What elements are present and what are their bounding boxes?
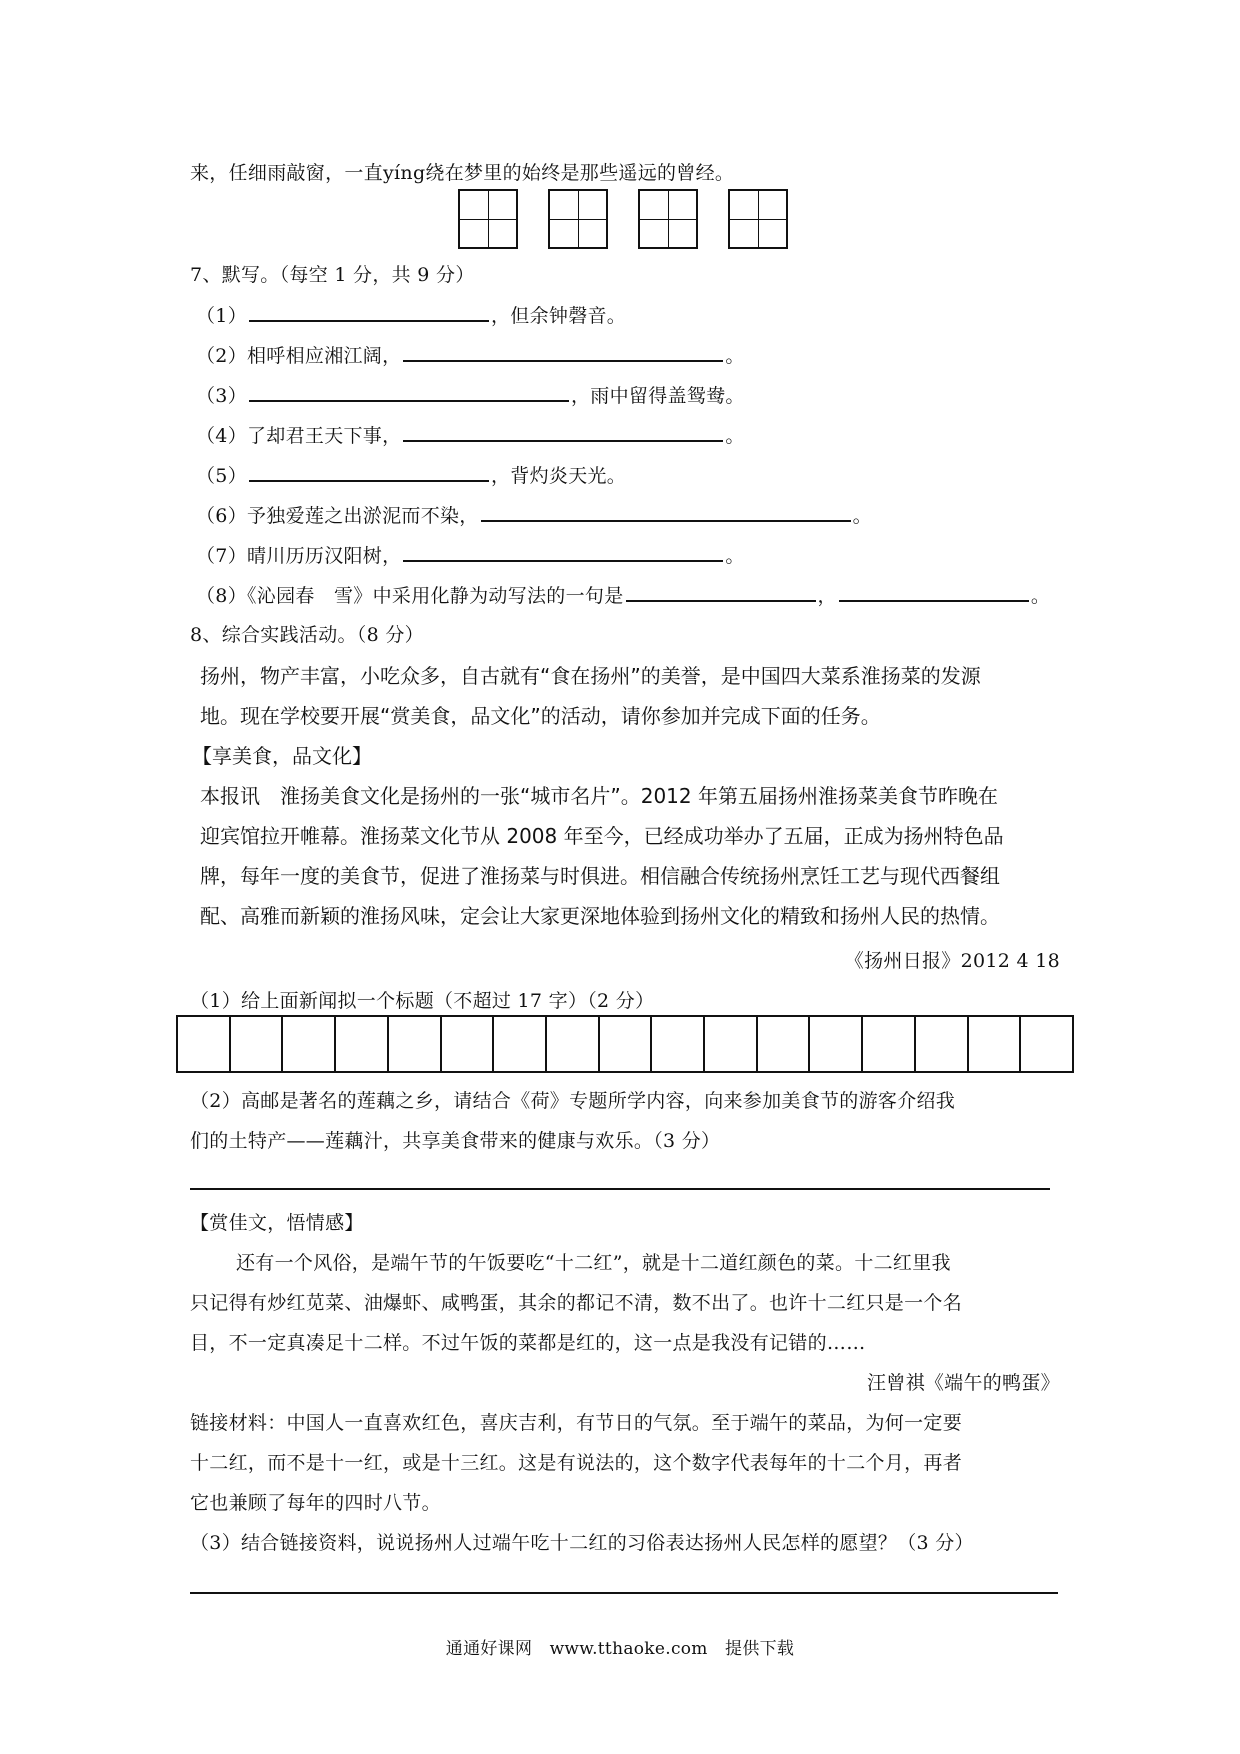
grid-cell[interactable] bbox=[1021, 1017, 1072, 1071]
grid-cell[interactable] bbox=[231, 1017, 284, 1071]
grid-cell[interactable] bbox=[758, 1017, 811, 1071]
sub-question-2: （2）高邮是著名的莲藕之乡，请结合《荷》专题所学内容，向来参加美食节的游客介绍我 bbox=[190, 1090, 956, 1112]
text-line: 来，任细雨敲窗，一直yíng绕在梦里的始终是那些遥远的曾经。 bbox=[190, 162, 735, 184]
link-material-line: 十二红，而不是十一红，或是十三红。这是有说法的，这个数字代表每年的十二个月，再者 bbox=[190, 1452, 963, 1474]
dictation-item-6: （6）予独爱莲之出淤泥而不染， 。 bbox=[196, 502, 872, 529]
answer-blank[interactable] bbox=[839, 582, 1029, 602]
intro-line: 地。现在学校要开展“赏美食，品文化”的活动，请你参加并完成下面的任务。 bbox=[200, 704, 881, 728]
intro-line: 扬州，物产丰富，小吃众多，自古就有“食在扬州”的美誉，是中国四大菜系淮扬菜的发源 bbox=[200, 664, 981, 688]
answer-blank[interactable] bbox=[403, 422, 723, 442]
grid-cell[interactable] bbox=[283, 1017, 336, 1071]
grid-cell[interactable] bbox=[863, 1017, 916, 1071]
link-material-line: 链接材料：中国人一直喜欢红色，喜庆吉利，有节日的气氛。至于端午的菜品，为何一定要 bbox=[190, 1412, 963, 1434]
question-8-title: 8、综合实践活动。（8 分） bbox=[190, 624, 424, 646]
answer-blank[interactable] bbox=[249, 302, 489, 322]
news-line: 配、高雅而新颖的淮扬风味，定会让大家更深地体验到扬州文化的精致和扬州人民的热情。 bbox=[200, 904, 1000, 928]
news-source: 《扬州日报》2012 4 18 bbox=[844, 950, 1060, 972]
news-line: 迎宾馆拉开帷幕。淮扬菜文化节从 2008 年至今，已经成功举办了五届，正成为扬州特色品 bbox=[200, 824, 1004, 848]
sub-question-3: （3）结合链接资料，说说扬州人过端午吃十二红的习俗表达扬州人民怎样的愿望？（3 分） bbox=[190, 1532, 974, 1554]
answer-blank[interactable] bbox=[626, 582, 816, 602]
dictation-item-2: （2）相呼相应湘江阔， 。 bbox=[196, 342, 745, 369]
link-material-line: 它也兼顾了每年的四时八节。 bbox=[190, 1492, 441, 1514]
question-7-title: 7、默写。（每空 1 分，共 9 分） bbox=[190, 264, 475, 286]
grid-cell[interactable] bbox=[969, 1017, 1022, 1071]
tianzige-box[interactable] bbox=[548, 189, 608, 249]
answer-blank[interactable] bbox=[403, 342, 723, 362]
news-line: 本报讯 淮扬美食文化是扬州的一张“城市名片”。2012 年第五届扬州淮扬菜美食节昨晚在 bbox=[200, 784, 998, 808]
tianzige-box[interactable] bbox=[728, 189, 788, 249]
section-heading: 【赏佳文，悟情感】 bbox=[190, 1212, 364, 1234]
grid-cell[interactable] bbox=[389, 1017, 442, 1071]
tianzige-box[interactable] bbox=[458, 189, 518, 249]
sub-question-2-cont: 们的土特产——莲藕汁，共享美食带来的健康与欢乐。（3 分） bbox=[190, 1130, 721, 1152]
grid-cell[interactable] bbox=[547, 1017, 600, 1071]
grid-cell[interactable] bbox=[494, 1017, 547, 1071]
answer-line[interactable] bbox=[190, 1592, 1058, 1594]
sub-question-1: （1）给上面新闻拟一个标题（不超过 17 字）（2 分） bbox=[190, 990, 655, 1012]
title-answer-grid[interactable] bbox=[176, 1015, 1074, 1073]
dictation-item-1: （1） ，但余钟磬音。 bbox=[196, 302, 626, 329]
excerpt-source: 汪曾祺《端午的鸭蛋》 bbox=[866, 1372, 1060, 1394]
dictation-item-3: （3） ，雨中留得盖鸳鸯。 bbox=[196, 382, 745, 409]
grid-cell[interactable] bbox=[916, 1017, 969, 1071]
excerpt-line: 只记得有炒红苋菜、油爆虾、咸鸭蛋，其余的都记不清，数不出了。也许十二红只是一个名 bbox=[190, 1292, 963, 1314]
grid-cell[interactable] bbox=[600, 1017, 653, 1071]
answer-blank[interactable] bbox=[249, 382, 569, 402]
grid-cell[interactable] bbox=[442, 1017, 495, 1071]
answer-blank[interactable] bbox=[481, 502, 851, 522]
grid-cell[interactable] bbox=[336, 1017, 389, 1071]
footer-text: 通通好课网 www.tthaoke.com 提供下载 bbox=[445, 1639, 795, 1659]
tianzige-box[interactable] bbox=[638, 189, 698, 249]
dictation-item-4: （4）了却君王天下事， 。 bbox=[196, 422, 745, 449]
answer-blank[interactable] bbox=[403, 542, 723, 562]
grid-cell[interactable] bbox=[705, 1017, 758, 1071]
excerpt-line: 目，不一定真凑足十二样。不过午饭的菜都是红的，这一点是我没有记错的…… bbox=[190, 1332, 866, 1354]
grid-cell[interactable] bbox=[178, 1017, 231, 1071]
grid-cell[interactable] bbox=[652, 1017, 705, 1071]
grid-cell[interactable] bbox=[810, 1017, 863, 1071]
news-line: 牌，每年一度的美食节，促进了淮扬菜与时俱进。相信融合传统扬州烹饪工艺与现代西餐组 bbox=[200, 864, 1000, 888]
section-heading: 【享美食，品文化】 bbox=[192, 744, 372, 768]
answer-blank[interactable] bbox=[249, 462, 489, 482]
dictation-item-5: （5） ，背灼炎天光。 bbox=[196, 462, 626, 489]
dictation-item-8: （8）《沁园春 雪》中采用化静为动写法的一句是 ， 。 bbox=[196, 582, 1050, 609]
answer-line[interactable] bbox=[190, 1188, 1050, 1190]
excerpt-line: 还有一个风俗，是端午节的午饭要吃“十二红”，就是十二道红颜色的菜。十二红里我 bbox=[236, 1252, 951, 1274]
dictation-item-7: （7）晴川历历汉阳树， 。 bbox=[196, 542, 745, 569]
